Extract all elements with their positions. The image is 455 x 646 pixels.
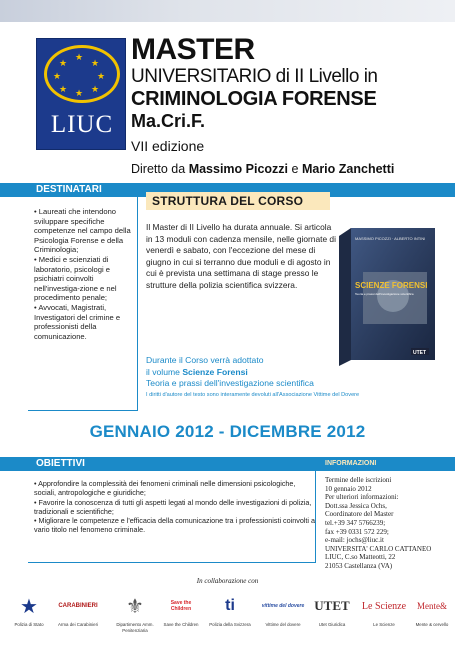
liuc-logo [36,38,126,150]
partner-logo [160,590,202,638]
star-icon: ★ [53,71,62,81]
partner-logo [48,590,108,638]
obiettivi-label: OBIETTIVI [36,458,85,469]
info-line: 10 gennaio 2012 [325,484,372,493]
star-icon: ★ [59,84,68,94]
book-cover-image [333,226,437,366]
title-acronym: Ma.Cri.F. [131,111,206,131]
info-line: 21053 Castellanza (VA) [325,561,393,570]
adopt-line-2 [146,367,336,379]
title-universitario: UNIVERSITARIO di II Livello in [131,66,378,87]
partner-name: Utet Giuridica [318,622,346,627]
adopt-subtitle: Teoria e prassi dell'investigazione scientifica [146,378,314,388]
directors-line [131,160,451,178]
info-line: Dott.ssa Jessica Ochs, [325,501,387,510]
partner-name: Save the Children [163,622,199,627]
carabinieri-logo-icon: CARABINIERI [58,603,98,609]
director-2: Mario Zanchetti [301,162,395,176]
partner-name: Polizia della Svizzera [209,622,251,627]
partner-logo [310,590,354,638]
info-line: Coordinatore del Master [325,510,394,519]
le-scienze-logo-icon: Le Scienze [361,600,407,612]
partner-name: Vittime del dovere [265,622,301,627]
director-1: Massimo Picozzi [188,162,289,176]
partner-name: Le Scienze [373,622,395,627]
title-master: MASTER [131,33,255,66]
partner-logo [12,590,46,638]
list-item: • Approfondire la complessità dei fenomeni criminali nelle dimensioni psicologiche, sociali, antropologiche e giuridiche; [34,479,296,498]
info-line: Per ulteriori informazioni: [325,493,399,502]
partner-logo [258,590,308,638]
list-item: • Avvocati, Magistrati, Investigatori del crimine e professionisti della comunicazione. [34,302,121,341]
info-line: tel.+39 347 5766239; [325,518,386,527]
top-band [0,0,455,22]
police-crest-icon: ★ [20,595,38,618]
list-item: • Laureati che intendono sviluppare specifiche competenze nel campo della Psicologia Forense e della Criminologia; [34,207,131,255]
title-criminologia: CRIMINOLOGIA FORENSE [131,88,377,110]
list-item: • Migliorare le competenze e l'efficacia della comunicazione tra i professionisti coinvolti a vario titolo nel fenomeno criminale. [34,516,316,535]
info-line: fax +39 0331 572 229; [325,527,389,536]
save-the-children-logo-icon: Save the Children [170,600,192,612]
directors-prefix: Diretto da [131,162,186,176]
book-publisher: UTET [413,350,427,356]
star-icon: ★ [91,84,100,94]
obiettivi-list [34,479,319,535]
directors-and: e [291,162,299,176]
partner-logo [110,590,160,638]
adopt-line-1: Durante il Corso verrà adottato [146,355,264,365]
partner-name: Arma dei Carabinieri [57,622,99,627]
adopt-prefix: il volume [146,366,180,377]
title-block [131,34,451,178]
course-dates: GENNAIO 2012 - DICEMBRE 2012 [89,422,366,441]
struttura-text: Il Master di II Livello ha durata annuale. Si articola in 13 moduli con cadenza mensile, nelle giornate di venerdì e sabato, con l'eccezione del mese di giugno in cui si terranno due moduli e di agosto in cui è prevista una settimana di stage presso le strutture della polizia scientifica svizzera. [146,222,336,290]
mente-cervello-logo-icon: Mente& [417,601,447,611]
adopted-book-note [146,355,336,390]
destinatari-label: DESTINATARI [36,184,102,195]
emblem-icon: ⚜ [126,595,144,618]
collaboration-heading: In collaborazione con [196,577,259,585]
informazioni-block [325,476,451,571]
star-icon: ★ [75,52,84,62]
partner-logo [204,590,256,638]
utet-logo-icon: UTET [314,598,350,613]
info-email[interactable]: e-mail: jochs@liuc.it [325,536,384,545]
star-icon: ★ [91,58,100,68]
rights-note: I diritti d'autore del testo sono interamente devoluti all'Associazione Vittime del Dovere [146,392,360,398]
info-line: LIUC, C.so Matteotti, 22 [325,553,396,562]
book-authors: MASSIMO PICOZZI · ALBERTO INTINI [355,236,426,241]
vittime-logo-icon: vittime del dovere [261,603,305,609]
destinatari-list [34,207,136,341]
informazioni-label: INFORMAZIONI [325,460,377,467]
info-line: UNIVERSITA' CARLO CATTANEO [325,544,432,553]
logo-text: LIUC [50,111,114,138]
partner-logos [8,590,455,638]
struttura-title: STRUTTURA DEL CORSO [146,192,330,210]
partner-name: Polizia di Stato [14,622,44,627]
star-icon: ★ [97,71,106,81]
list-item: • Medici e scienziati di laboratorio, psicologi e psichiatri coinvolti nell'investiga-zione e nel procedimento penale; [34,254,117,303]
partner-name: Mente & cervello [415,622,449,627]
list-item: • Favorire la conoscenza di tutti gli aspetti legati al mondo delle investigazioni di polizia, tradizionali e scientifiche; [34,497,312,516]
book-title: SCIENZE FORENSI [355,281,428,290]
adopt-book-title: Scienze Forensi [182,366,248,377]
partner-logo [358,590,410,638]
star-icon: ★ [75,88,84,98]
book-spine [339,228,351,366]
book-subtitle: Teoria e prassi dell'investigazione scientifica [355,292,414,296]
partner-name: Dipartimento Amm. Penitenziaria [116,622,154,633]
star-icon: ★ [59,58,68,68]
partner-logo [412,590,452,638]
ticino-logo-icon: ti [225,597,235,614]
edition: VII edizione [131,138,205,154]
info-line: Termine delle iscrizioni [325,476,392,484]
